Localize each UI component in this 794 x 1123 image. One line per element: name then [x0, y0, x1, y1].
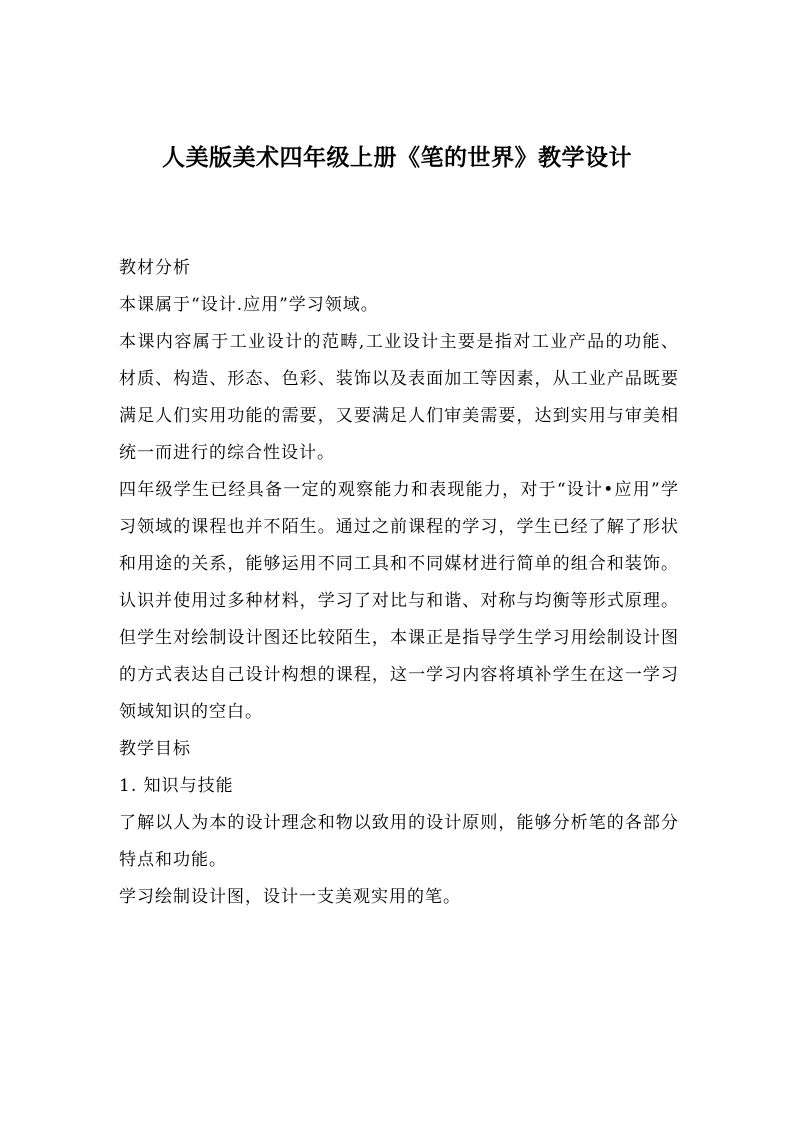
document-title: 人美版美术四年级上册《笔的世界》教学设计: [162, 145, 632, 171]
paragraph-student-analysis: 四年级学生已经具备一定的观察能力和表现能力，对于“设计•应用”学习领域的课程也并不陌生。通过之前课程的学习，学生已经了解了形状和用途的关系，能够运用不同工具和不同媒材进行简单的组合和装饰。认识并使用过多种材料，学习了对比与和谐、对称与均衡等形式原理。但学生对绘制设计图还比较陌生，本课正是指导学生学习用绘制设计图的方式表达自己设计构想的课程，这一学习内容将填补学生在这一学习领域知识的空白。: [119, 480, 679, 722]
subheading-knowledge-skills: 1. 知识与技能: [119, 776, 234, 796]
document-body: [119, 250, 679, 916]
paragraph-learning-domain: 本课属于“设计.应用”学习领域。: [119, 295, 379, 315]
section-heading-teaching-goals: 教学目标: [119, 739, 191, 759]
paragraph-design-drawing: 学习绘制设计图，设计一支美观实用的笔。: [119, 887, 461, 907]
section-heading-textbook-analysis: 教材分析: [119, 258, 191, 278]
paragraph-design-concept: 了解以人为本的设计理念和物以致用的设计原则，能够分析笔的各部分特点和功能。: [119, 813, 679, 870]
paragraph-industrial-design: 本课内容属于工业设计的范畴,工业设计主要是指对工业产品的功能、材质、构造、形态、色彩、装饰以及表面加工等因素，从工业产品既要满足人们实用功能的需要，又要满足人们审美需要，达到实用与审美相统一而进行的综合性设计。: [119, 332, 679, 463]
